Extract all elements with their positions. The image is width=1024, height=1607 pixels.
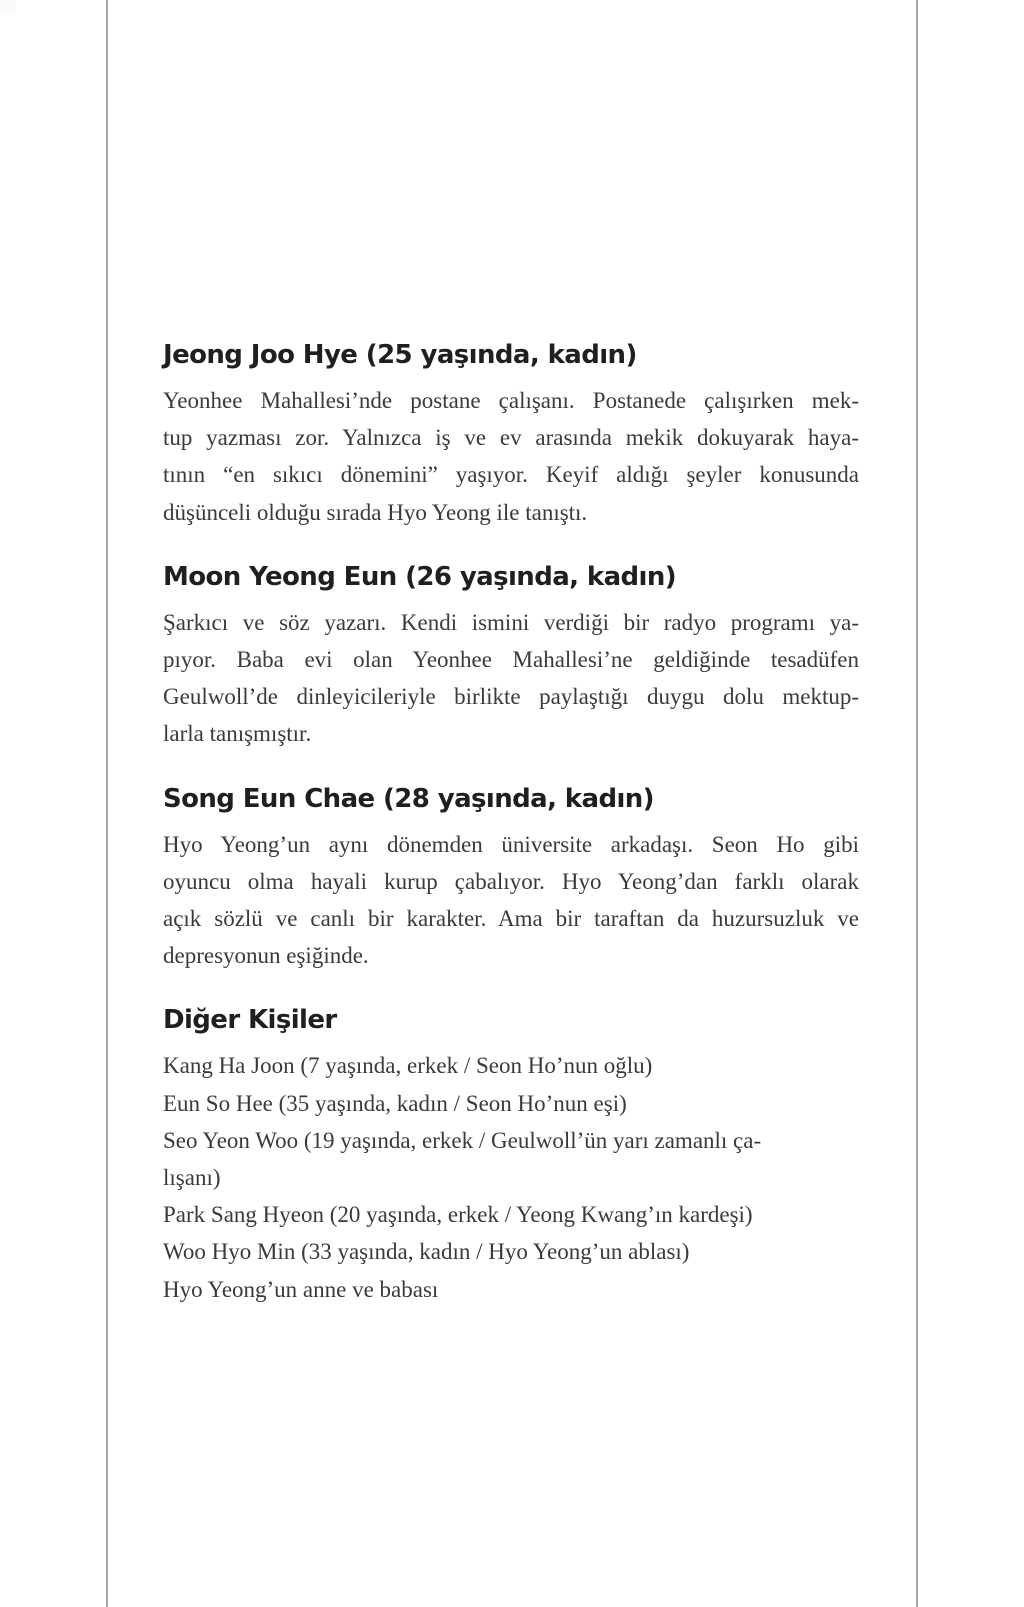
section-description [163,382,859,531]
character-section-song-eun-chae [163,782,859,975]
section-description [163,826,859,975]
other-characters-section [163,1003,859,1307]
text-line: Kang Ha Joon (7 yaşında, erkek / Seon Ho’nun oğlu) [163,1053,653,1079]
text-line: lışanı) [163,1165,221,1191]
text-line: Şarkıcı ve söz yazarı. Kendi ismini verdiği bir radyo programı ya- [163,609,859,635]
section-heading: Moon Yeong Eun (26 yaşında, kadın) [163,561,677,592]
section-heading: Diğer Kişiler [163,1005,337,1036]
section-heading: Song Eun Chae (28 yaşında, kadın) [163,783,654,814]
text-line: tının “en sıkıcı dönemini” yaşıyor. Keyif aldığı şeyler konusunda [163,462,859,488]
text-line: açık sözlü ve canlı bir karakter. Ama bir taraftan da huzursuzluk ve [163,906,859,932]
character-section-moon-yeong-eun [163,560,859,753]
text-line: Hyo Yeong’un anne ve babası [163,1276,439,1302]
section-description [163,604,859,753]
text-line: Yeonhee Mahallesi’nde postane çalışanı. Postanede çalışırken mek- [163,388,859,413]
text-line: Seo Yeon Woo (19 yaşında, erkek / Geulwoll’ün yarı zamanlı ça- [163,1127,762,1153]
text-line: pıyor. Baba evi olan Yeonhee Mahallesi’ne geldiğinde tesadüfen [163,647,859,673]
text-line: Park Sang Hyeon (20 yaşında, erkek / Yeong Kwang’ın kardeşi) [163,1202,753,1228]
text-line: larla tanışmıştır. [163,721,312,747]
text-line: Hyo Yeong’un aynı dönemden üniversite arkadaşı. Seon Ho gibi [163,831,859,857]
text-line: Woo Hyo Min (33 yaşında, kadın / Hyo Yeong’un ablası) [163,1239,690,1265]
text-line: düşünceli olduğu sırada Hyo Yeong ile tanıştı. [163,499,588,525]
corner-artifact [0,0,16,12]
section-heading: Jeong Joo Hye (25 yaşında, kadın) [163,340,637,370]
page-content [163,338,859,1308]
other-characters-list [163,1047,859,1307]
text-line: tup yazması zor. Yalnızca iş ve ev arasında mekik dokuyarak haya- [163,425,859,451]
character-section-jeong-joo-hye [163,338,859,531]
text-line: Eun So Hee (35 yaşında, kadın / Seon Ho’nun eşi) [163,1090,627,1116]
page-right-edge-line [916,0,918,1607]
text-line: depresyonun eşiğinde. [163,943,369,969]
text-line: oyuncu olma hayali kurup çabalıyor. Hyo Yeong’dan farklı olarak [163,868,859,894]
text-line: Geulwoll’de dinleyicileriyle birlikte paylaştığı duygu dolu mektup- [163,684,859,710]
page-left-edge-line [106,0,108,1607]
